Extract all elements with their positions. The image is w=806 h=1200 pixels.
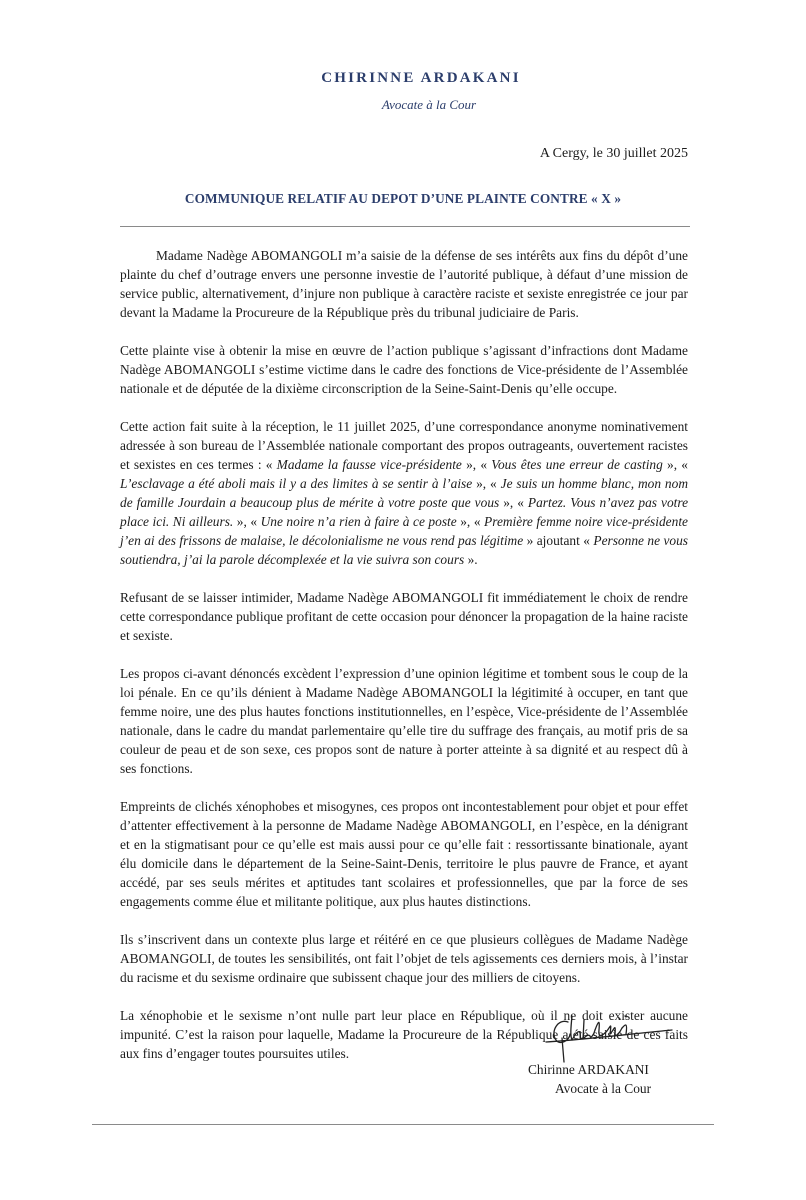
paragraph-text: », « (662, 457, 688, 472)
paragraph-text: Madame Nadège ABOMANGOLI m’a saisie de la défense de ses intérêts aux fins du dépôt d’une plainte du chef d’outrage envers une personne investie de l’autorité publique, à défaut d’une mission de service public, alternativement, d’injure non publique à caractère raciste et sexiste enregistrée ce jour par devant la Madame la Procureure de la République près du tribunal judiciaire de Paris. (120, 248, 688, 320)
letter-body (120, 246, 688, 1082)
paragraph-text: », « (461, 457, 492, 472)
letter-subject: COMMUNIQUE RELATIF AU DEPOT D’UNE PLAINTE CONTRE « X » (184, 191, 622, 206)
paragraph-text: Ils s’inscrivent dans un contexte plus large et réitéré en ce que plusieurs collègues de Madame Nadège ABOMANGOLI, de toutes les sensibilités, ont fait l’objet de tels agissements ces derniers mois, à l’instar du racisme et du sexisme ordinaire que subissent chaque jour des milliers de citoyens. (120, 932, 688, 985)
letterhead-name: CHIRINNE ARDAKANI (321, 70, 521, 86)
paragraph-text: Refusant de se laisser intimider, Madame Nadège ABOMANGOLI fit immédiatement le choix de rendre cette correspondance publique profitant de cette occasion pour dénoncer la propagation de la haine raciste et sexiste. (120, 590, 688, 643)
quoted-remark: Je suis un homme blanc, mon nom de famille Jourdain a beaucoup plus de mérite à votre poste que vous (120, 476, 688, 510)
paragraph-text: Empreints de clichés xénophobes et misogynes, ces propos ont incontestablement pour objet et pour effet d’attenter effectivement à la personne de Madame Nadège ABOMANGOLI, en l’espèce, en la dénigrant et en la stigmatisant pour ce qu’elle est mais aussi pour ce qu’elle fait : ressortissante binationale, ayant élu domicile dans le département de la Seine-Saint-Denis, territoire le plus pauvre de France, et ayant accédé, par ses seuls mérites et aptitudes tant scolaires et professionnelles, que par la force de ses engagements comme élue et militante politique, aux plus hautes distinctions. (120, 799, 688, 909)
body-paragraph (120, 664, 688, 778)
paragraph-text: Les propos ci-avant dénoncés excèdent l’expression d’une opinion légitime et tombent sous le coup de la loi pénale. En ce qu’ils dénient à Madame Nadège ABOMANGOLI la légitimité à occuper, en tant que femme noire, une des plus hautes fonctions institutionnelles, en l’espèce, Vice-présidente de l’Assemblée nationale, dans le cadre du mandat parlementaire qu’elle tire du suffrage des français, au motif pris de sa couleur de peau et de son sexe, ces propos sont de nature à porter atteinte à sa dignité et au respect dû à ses fonctions. (120, 666, 688, 776)
quoted-remark: Première femme noire vice-présidente j’en ai des frissons de malaise, le décolonialisme ne vous rend pas légitime (120, 514, 688, 548)
quoted-remark: Personne ne vous soutiendra, j’ai la parole décomplexée et la vie suivra son cours (120, 533, 688, 567)
signatory-name: Chirinne ARDAKANI (528, 1062, 649, 1077)
body-paragraph (120, 588, 688, 645)
footer-divider (92, 1124, 714, 1125)
body-paragraph (120, 246, 688, 322)
signatory-title: Avocate à la Cour (555, 1081, 652, 1096)
quoted-remark: L’esclavage a été aboli mais il y a des limites à se sentir à l’aise (120, 476, 473, 491)
body-paragraph (120, 930, 688, 987)
letterhead (0, 70, 806, 113)
header-divider (120, 226, 690, 227)
handwritten-signature (540, 1010, 680, 1064)
body-paragraph (120, 417, 688, 569)
paragraph-text: Cette action fait suite à la réception, le 11 juillet 2025, d’une correspondance anonyme nominativement adressée à son bureau de l’Assemblée nationale comportant des propos outrageants, ouvertement racistes et sexistes en ces termes : « (120, 419, 688, 472)
paragraph-text: La xénophobie et le sexisme n’ont nulle part leur place en République, où il ne doit exister aucune impunité. C’est la raison pour laquelle, Madame la Procureure de la République a été saisie de ces faits aux fins d’engager toutes poursuites utiles. (120, 1008, 688, 1061)
paragraph-text: », « (233, 514, 261, 529)
quoted-remark: Vous êtes une erreur de casting (491, 457, 663, 472)
quoted-remark: Une noire n’a rien à faire à ce poste (260, 514, 457, 529)
letterhead-title: Avocate à la Cour (381, 97, 477, 112)
quoted-remark: Madame la fausse vice-présidente (276, 457, 462, 472)
body-paragraph (120, 341, 688, 398)
paragraph-text: », « (499, 495, 528, 510)
paragraph-text: » ajoutant « (523, 533, 594, 548)
paragraph-text: », « (456, 514, 485, 529)
paragraph-text: ». (464, 552, 478, 567)
body-paragraph (120, 797, 688, 911)
quoted-remark: Partez. Vous n’avez pas votre place ici. Ni ailleurs. (120, 495, 689, 529)
letter-date: A Cergy, le 30 juillet 2025 (539, 146, 688, 161)
paragraph-text: Cette plainte vise à obtenir la mise en œuvre de l’action publique s’agissant d’infractions dont Madame Nadège ABOMANGOLI s’estime victime dans le cadre des fonctions de Vice-présidente de l’Assemblée nationale et de députée de la dixième circonscription de la Seine-Saint-Denis qu’elle occupe. (120, 343, 688, 396)
paragraph-text: », « (472, 476, 501, 491)
